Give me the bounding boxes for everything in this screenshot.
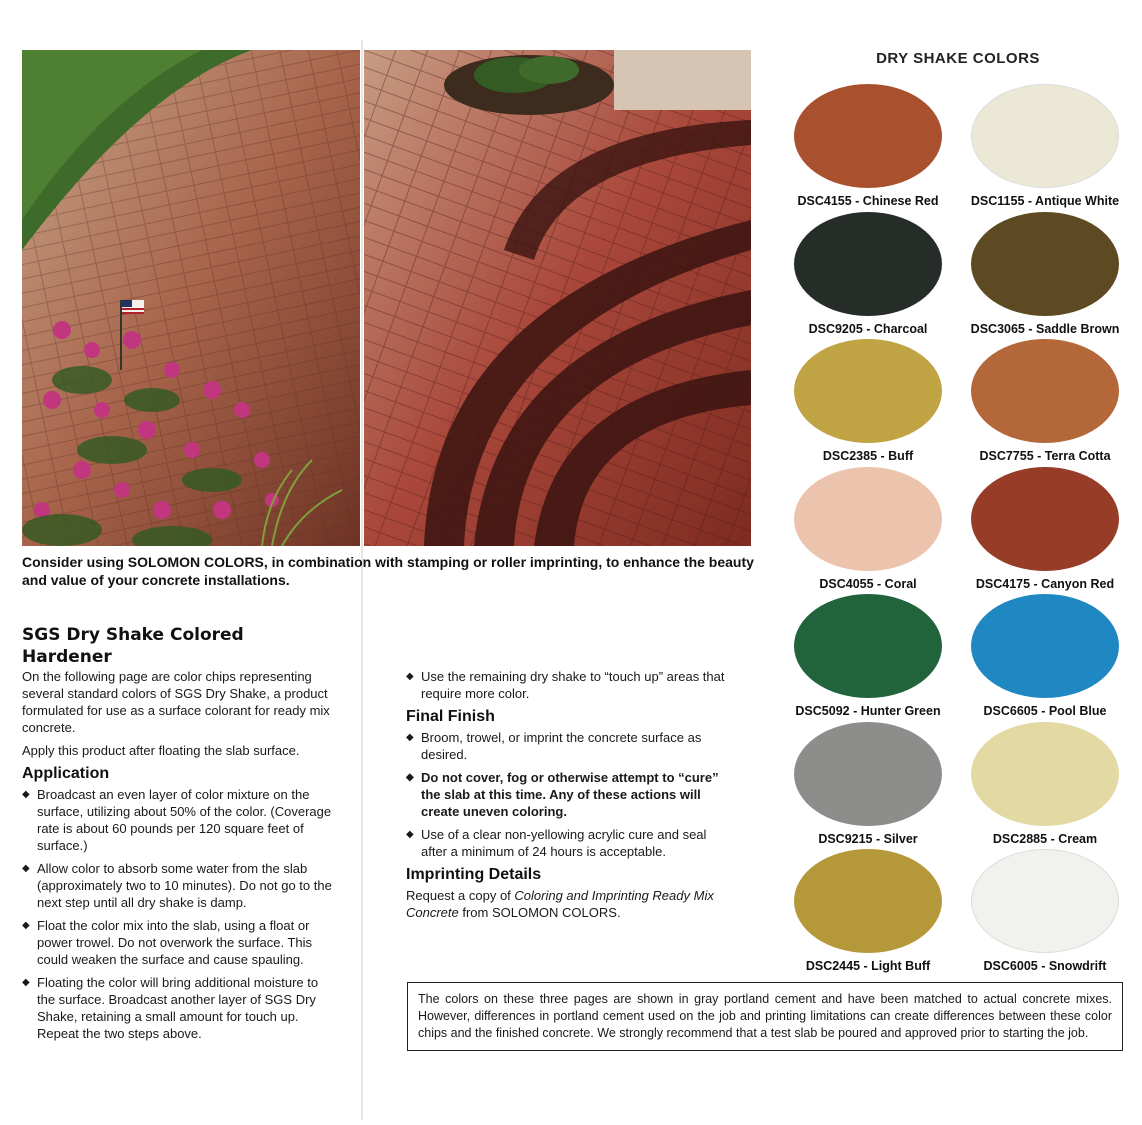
color-chip [971, 212, 1119, 316]
application-heading: Application [22, 765, 110, 782]
imprinting-heading: Imprinting Details [406, 866, 542, 883]
color-chip [794, 339, 942, 443]
color-swatch [784, 339, 952, 463]
middle-text-column [406, 668, 736, 927]
final-finish-item: ◆ Use of a clear non-yellowing acrylic cure and seal after a minimum of 24 hours is acceptable. [406, 826, 736, 860]
application-list [22, 786, 332, 1042]
touchup-list [406, 668, 736, 702]
color-chip [794, 849, 942, 953]
color-chip [794, 84, 942, 188]
color-swatch [961, 339, 1129, 463]
color-chip [971, 339, 1119, 443]
color-swatch [784, 849, 952, 973]
color-chip [971, 594, 1119, 698]
color-chip-label: DSC5092 - Hunter Green [795, 704, 941, 718]
final-finish-heading: Final Finish [406, 708, 495, 725]
color-chip-label: DSC7755 - Terra Cotta [979, 449, 1111, 463]
color-chip-label: DSC9215 - Silver [818, 831, 918, 846]
color-chip-label: DSC4055 - Coral [819, 576, 917, 591]
color-swatch [961, 594, 1129, 718]
application-item: ◆ Broadcast an even layer of color mixture on the surface, utilizing about 50% of the color. (Coverage rate is about 60 pounds per 120 square feet of surface.) [22, 786, 332, 854]
color-chip [794, 212, 942, 316]
color-chip-label: DSC6005 - Snowdrift [983, 959, 1107, 973]
color-chip-label: DSC6605 - Pool Blue [983, 704, 1107, 718]
color-chip [794, 467, 942, 571]
final-finish-list [406, 729, 736, 860]
color-swatch [784, 722, 952, 846]
color-swatch [961, 467, 1129, 591]
steps-photo [364, 50, 751, 546]
left-text-column [22, 624, 332, 1048]
color-swatch [784, 212, 952, 336]
color-chip-label: DSC2445 - Light Buff [805, 959, 931, 973]
swatch-heading: DRY SHAKE COLORS [876, 50, 1040, 67]
color-swatch [961, 212, 1129, 336]
color-chip [971, 849, 1119, 953]
application-item: ◆ Float the color mix into the slab, using a float or power trowel. Do not overwork the surface. This could weaken the surface and cause spauling. [22, 917, 332, 968]
color-swatch [961, 722, 1129, 846]
imprinting-text [406, 887, 736, 921]
application-item: ◆ Allow color to absorb some water from the slab (approximately two to 10 minutes). Do not go to the next step until all dry shake is damp. [22, 860, 332, 911]
color-chip [971, 467, 1119, 571]
color-chip-label: DSC9205 - Charcoal [808, 321, 928, 336]
imprinting-text-before: Request a copy of [406, 888, 515, 903]
color-swatch [961, 849, 1129, 973]
color-chip-label: DSC2885 - Cream [992, 831, 1098, 846]
application-item: ◆ Floating the color will bring additional moisture to the surface. Broadcast another layer of SGS Dry Shake, retaining a small amount for touch up. Repeat the two steps above. [22, 974, 332, 1042]
walkway-photo [22, 50, 360, 546]
disclaimer-box: The colors on these three pages are shown in gray portland cement and have been matched to actual concrete mixes. However, differences in portland cement used on the job and printing limitations can create differences between these color chips and the finished concrete. We strongly recommend that a test slab be poured and approved prior to starting the job. [407, 982, 1123, 1051]
final-finish-warning: ◆ Do not cover, fog or otherwise attempt to “cure” the slab at this time. Any of these actions will create uneven coloring. [406, 769, 736, 820]
color-chip [794, 594, 942, 698]
section-title-line1: SGS Dry Shake Colored [22, 625, 244, 645]
color-chip [794, 722, 942, 826]
photo-caption: Consider using SOLOMON COLORS, in combination with stamping or roller imprinting, to enhance the beauty and value of your concrete installations. [22, 554, 754, 588]
final-finish-item: ◆ Broom, trowel, or imprint the concrete surface as desired. [406, 729, 736, 763]
section-title [22, 624, 332, 668]
intro-paragraph: On the following page are color chips representing several standard colors of SGS Dry Shake, a product formulated for use as a surface colorant for ready mix concrete. [22, 669, 330, 735]
color-chip-label: DSC3065 - Saddle Brown [970, 321, 1120, 336]
color-chip [971, 84, 1119, 188]
color-chip-label: DSC4175 - Canyon Red [975, 576, 1115, 591]
color-chip-label: DSC2385 - Buff [822, 449, 914, 463]
apply-note: Apply this product after floating the slab surface. [22, 743, 300, 758]
color-swatch [784, 84, 952, 208]
color-chip [971, 722, 1119, 826]
imprinting-text-after: from SOLOMON COLORS. [458, 905, 621, 920]
color-chip-label: DSC4155 - Chinese Red [797, 194, 939, 208]
color-swatch [784, 467, 952, 591]
color-swatch [784, 594, 952, 718]
section-title-line2: Hardener [22, 647, 112, 667]
color-chip-label: DSC1155 - Antique White [970, 194, 1120, 208]
imprinting-publication-title: Coloring and Imprinting Ready Mix Concrete [406, 888, 714, 920]
color-swatch [961, 84, 1129, 208]
touchup-item: ◆ Use the remaining dry shake to “touch up” areas that require more color. [406, 668, 736, 702]
